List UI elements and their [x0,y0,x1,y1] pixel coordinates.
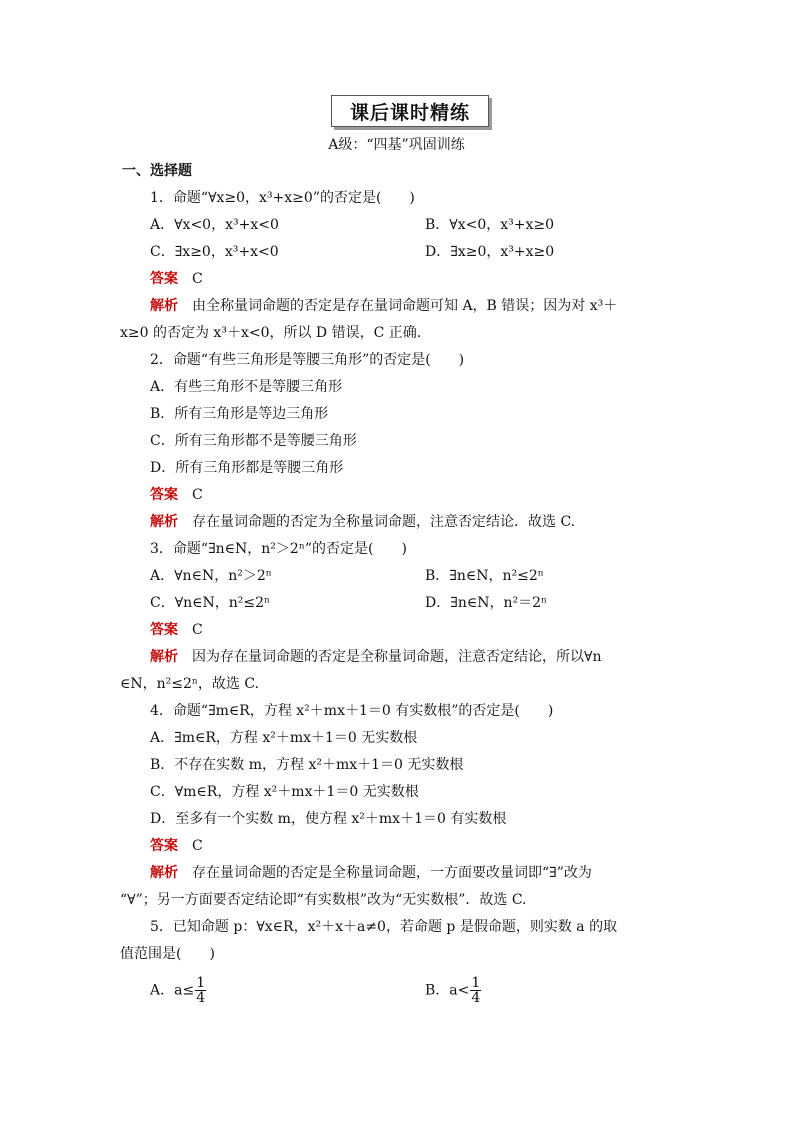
answer-tag: 答案 [150,271,178,287]
q3-analysis-text-1: 因为存在量词命题的否定是全称量词命题，注意否定结论，所以∀n [192,649,602,665]
fraction-numerator: 1 [471,975,481,991]
q3-answer-value: C [192,622,203,638]
q3-analysis-text-2: ∈N，n²≤2ⁿ，故选 C. [120,676,260,692]
q4-analysis-text-1: 存在量词命题的否定是全称量词命题，一方面要改量词即“∃”改为 [192,865,592,881]
q5-option-a-prefix: A．a≤ [150,982,195,999]
q3-stem: 3．命题“∃n∈N，n²＞2ⁿ”的否定是( ) [150,541,407,557]
q1-analysis [150,297,617,315]
q4-option-b: B．不存在实数 m，方程 x²＋mx＋1＝0 无实数根 [150,757,464,773]
q1-answer-value: C [192,271,203,287]
q3-option-d: D．∃n∈N，n²＝2ⁿ [425,595,548,611]
q1-option-b: B．∀x<0，x³+x≥0 [425,217,555,233]
q4-option-d: D．至多有一个实数 m，使方程 x²＋mx＋1＝0 有实数根 [150,811,507,827]
q2-answer [150,486,203,504]
analysis-tag: 解析 [150,649,178,665]
q2-option-c: C．所有三角形都不是等腰三角形 [150,433,357,449]
q2-option-b: B．所有三角形是等边三角形 [150,406,329,422]
q1-stem: 1．命题“∀x≥0，x³+x≥0”的否定是( ) [150,190,415,206]
analysis-tag: 解析 [150,514,178,530]
q4-answer [150,837,203,855]
q1-analysis-text-2: x≥0 的否定为 x³＋x<0，所以 D 错误，C 正确. [120,325,422,341]
q4-option-c: C．∀m∈R，方程 x²＋mx＋1＝0 无实数根 [150,784,419,800]
q3-option-c: C．∀n∈N，n²≤2ⁿ [150,595,271,611]
q1-option-c: C．∃x≥0，x³+x<0 [150,244,279,260]
q5-option-a [150,976,206,1005]
q1-option-d: D．∃x≥0，x³+x≥0 [425,244,555,260]
q2-option-a: A．有些三角形不是等腰三角形 [150,379,343,395]
subtitle: A级：“四基”巩固训练 [328,137,465,153]
title-box [331,95,489,127]
section-heading: 一、选择题 [122,163,192,179]
q3-option-b: B．∃n∈N，n²≤2ⁿ [425,568,544,584]
analysis-tag: 解析 [150,298,178,314]
q1-analysis-text-1: 由全称量词命题的否定是存在量词命题可知 A，B 错误；因为对 x³＋ [192,298,618,314]
q2-stem: 2．命题“有些三角形是等腰三角形”的否定是( ) [150,352,465,368]
q5-option-b [425,976,481,1005]
q1-answer [150,270,203,288]
q4-option-a: A．∃m∈R，方程 x²＋mx＋1＝0 无实数根 [150,730,418,746]
q4-analysis-text-2: “∀”；另一方面要否定结论即“有实数根”改为“无实数根”．故选 C. [120,892,527,908]
q4-answer-value: C [192,838,203,854]
q4-stem: 4．命题“∃m∈R，方程 x²＋mx＋1＝0 有实数根”的否定是( ) [150,703,554,719]
analysis-tag: 解析 [150,865,178,881]
answer-tag: 答案 [150,838,178,854]
fraction-numerator: 1 [196,975,206,991]
q5-stem-2: 值范围是( ) [120,946,215,962]
page-title: 课后课时精练 [349,101,470,124]
q3-option-a: A．∀n∈N，n²＞2ⁿ [150,568,272,584]
q5-option-b-fraction [470,976,481,1005]
q5-stem-1: 5．已知命题 p：∀x∈R，x²＋x＋a≠0，若命题 p 是假命题，则实数 a 的取 [150,919,618,935]
answer-tag: 答案 [150,487,178,503]
q2-answer-value: C [192,487,203,503]
q2-analysis [150,513,575,531]
q4-analysis [150,864,592,882]
q3-analysis [150,648,601,666]
answer-tag: 答案 [150,622,178,638]
q5-option-a-fraction [195,976,206,1005]
q2-option-d: D．所有三角形都是等腰三角形 [150,460,344,476]
q2-analysis-text-1: 存在量词命题的否定为全称量词命题，注意否定结论．故选 C. [192,514,576,530]
q3-answer [150,621,203,639]
fraction-denominator: 4 [196,990,206,1006]
fraction-denominator: 4 [471,990,481,1006]
q5-option-b-prefix: B．a< [425,982,470,999]
q1-option-a: A．∀x<0，x³+x<0 [150,217,279,233]
